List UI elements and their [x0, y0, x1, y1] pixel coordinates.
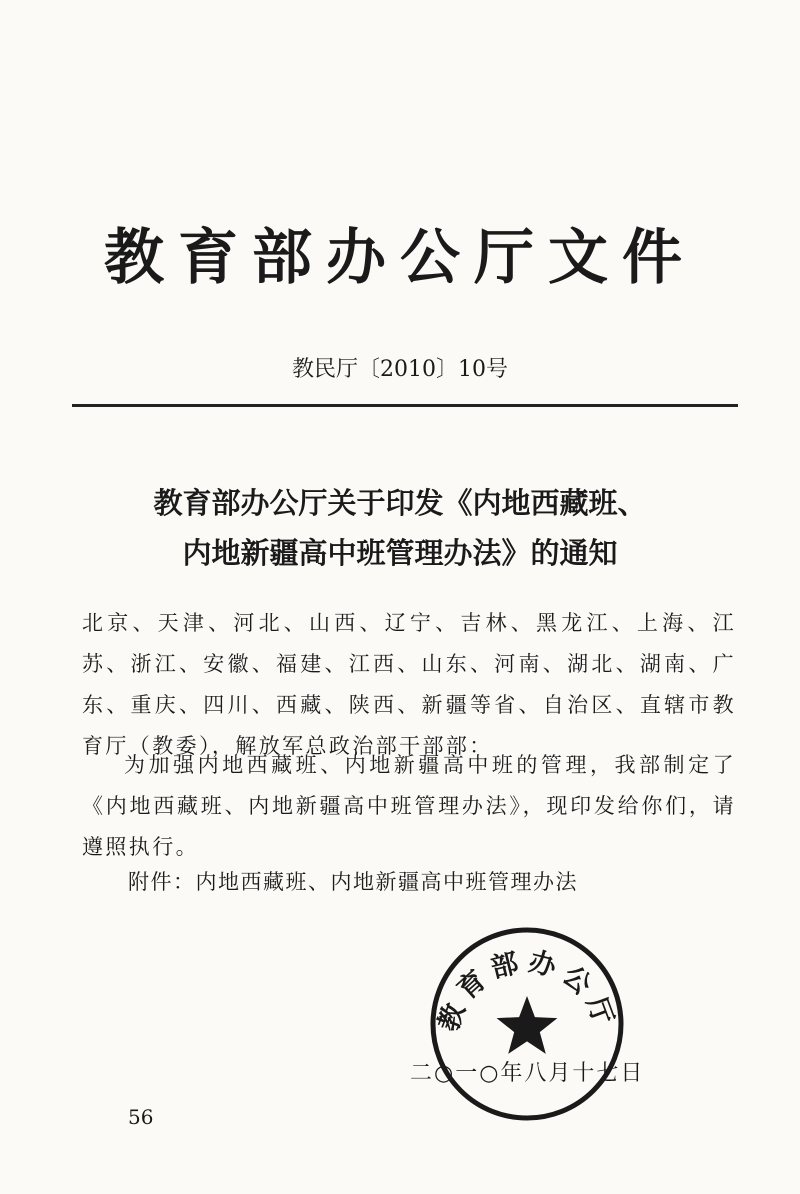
document-number: 教民厅〔2010〕10号	[292, 357, 508, 382]
notice-title-line-1: 教育部办公厅关于印发《内地西藏班、	[153, 486, 647, 520]
notice-title	[100, 478, 700, 578]
star-icon	[497, 996, 558, 1054]
seal-text: 教育部办公厅	[432, 946, 622, 1036]
notice-title-line-2: 内地新疆高中班管理办法》的通知	[182, 536, 618, 570]
body-paragraph: 为加强内地西藏班、内地新疆高中班的管理，我部制定了《内地西藏班、内地新疆高中班管理办法》，现印发给你们，请遵照执行。	[82, 753, 736, 859]
page-number: 56	[128, 1105, 154, 1129]
attachment-line: 附件：内地西藏班、内地新疆高中班管理办法	[128, 870, 578, 894]
header-divider	[72, 404, 738, 407]
page-title: 教育部办公厅文件	[104, 223, 696, 293]
official-seal	[427, 924, 627, 1124]
document-date: 二○一○年八月十七日	[410, 1061, 645, 1086]
recipients-text: 北京、天津、河北、山西、辽宁、吉林、黑龙江、上海、江苏、浙江、安徽、福建、江西、山东、河南、湖北、湖南、广东、重庆、四川、西藏、陕西、新疆等省、自治区、直辖市教育厅（教委），解放军总政治部干部部：	[82, 611, 736, 758]
